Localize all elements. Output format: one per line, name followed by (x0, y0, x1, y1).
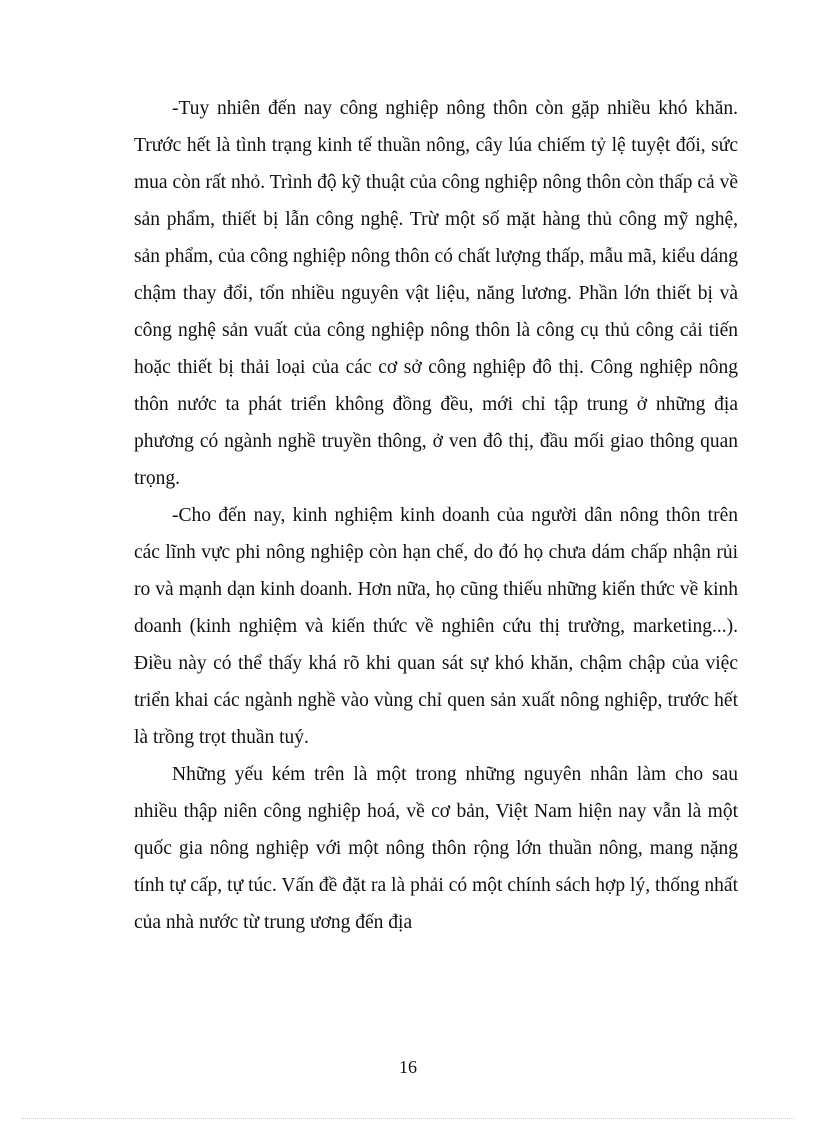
paragraph-3: Những yếu kém trên là một trong những nguyên nhân làm cho sau nhiều thập niên công nghiệp hoá, về cơ bản, Việt Nam hiện nay vẫn là một quốc gia nông nghiệp với một nông thôn rộng lớn thuần nông, mang nặng tính tự cấp, tự túc. Vấn đề đặt ra là phải có một chính sách hợp lý, thống nhất của nhà nước từ trung ương đến địa (134, 764, 738, 933)
paragraph-1: -Tuy nhiên đến nay công nghiệp nông thôn còn gặp nhiều khó khăn. Trước hết là tình trạng kinh tế thuần nông, cây lúa chiếm tỷ lệ tuyệt đối, sức mua còn rất nhỏ. Trình độ kỹ thuật của công nghiệp nông thôn còn thấp cả về sản phẩm, thiết bị lẫn công nghệ. Trừ một số mặt hàng thủ công mỹ nghệ, sản phẩm, của công nghiệp nông thôn có chất lượng thấp, mẫu mã, kiểu dáng chậm thay đổi, tốn nhiều nguyên vật liệu, năng lương. Phần lớn thiết bị và công nghệ sản vuất của công nghiệp nông thôn là công cụ thủ công cải tiến hoặc thiết bị thải loại của các cơ sở công nghiệp đô thị. Công nghiệp nông thôn nước ta phát triển không đồng đều, mới chỉ tập trung ở những địa phương có ngành nghề truyền thông, ở ven đô thị, đầu mối giao thông quan trọng. (134, 98, 738, 489)
paragraph-2: -Cho đến nay, kinh nghiệm kinh doanh của người dân nông thôn trên các lĩnh vực phi nông nghiệp còn hạn chế, do đó họ chưa dám chấp nhận rủi ro và mạnh dạn kinh doanh. Hơn nữa, họ cũng thiếu những kiến thức về kinh doanh (kinh nghiệm và kiến thức về nghiên cứu thị trường, marketing...). Điều này có thể thấy khá rõ khi quan sát sự khó khăn, chậm chập của việc triển khai các ngành nghề vào vùng chỉ quen sản xuất nông nghiệp, trước hết là trồng trọt thuần tuý. (134, 505, 738, 748)
body-text (134, 90, 738, 941)
page-number: 16 (399, 1057, 417, 1077)
bottom-dotted-rule (22, 1118, 794, 1119)
